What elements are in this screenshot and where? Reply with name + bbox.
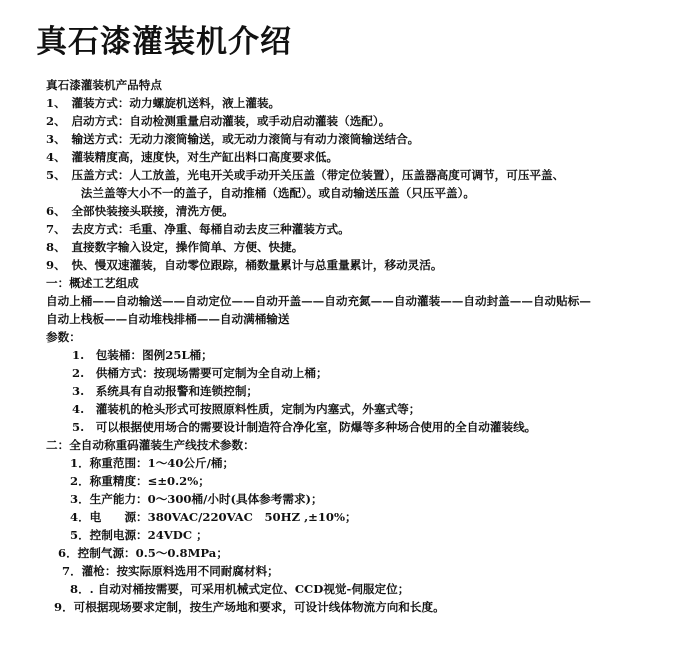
feature-item-3: 3、 输送方式：无动力滚筒输送，或无动力滚筒与有动力滚筒输送结合。 bbox=[46, 132, 420, 146]
section-heading-tech-specs: 二：全自动称重码灌装生产线技术参数： bbox=[46, 438, 255, 452]
process-flow-line-1: 自动上桶——自动输送——自动定位——自动开盖——自动充氮——自动灌装——自动封盖——自动贴标— bbox=[46, 294, 591, 308]
feature-item-7: 7、 去皮方式：毛重、净重、每桶自动去皮三种灌装方式。 bbox=[46, 222, 350, 236]
spec-item-4: 4．电 源：380VAC/220VAC 50HZ ,±10%； bbox=[70, 510, 357, 524]
parameter-item-1: 1. 包装桶：图例25L桶； bbox=[72, 348, 213, 362]
section-heading-process: 一：概述工艺组成 bbox=[46, 276, 139, 290]
section-heading-features: 真石漆灌装机产品特点 bbox=[46, 78, 162, 92]
spec-item-3: 3．生产能力：0～300桶/小时(具体参考需求)； bbox=[70, 492, 323, 506]
page-title: 真石漆灌装机介绍 bbox=[36, 24, 292, 60]
feature-item-5: 5、 压盖方式：人工放盖，光电开关或手动开关压盖（带定位装置），压盖器高度可调节，可压平盖、 bbox=[46, 168, 565, 182]
spec-item-8: 8．. 自动对桶按需要，可采用机械式定位、CCD视觉-伺服定位； bbox=[70, 582, 410, 596]
spec-item-5: 5．控制电源：24VDC ； bbox=[70, 528, 208, 542]
parameter-item-4: 4. 灌装机的枪头形式可按照原料性质，定制为内塞式，外塞式等； bbox=[72, 402, 421, 416]
spec-item-7: 7．灌枪：按实际原料选用不同耐腐材料； bbox=[62, 564, 279, 578]
parameter-item-2: 2. 供桶方式：按现场需要可定制为全自动上桶； bbox=[72, 366, 328, 380]
feature-item-5-continued: 法兰盖等大小不一的盖子，自动推桶（选配）。或自动输送压盖（只压平盖）。 bbox=[46, 186, 475, 200]
parameter-item-3: 3. 系统具有自动报警和连锁控制； bbox=[72, 384, 259, 398]
spec-item-6: 6．控制气源：0.5～0.8MPa； bbox=[58, 546, 228, 560]
spec-item-1: 1．称重范围：1～40公斤/桶； bbox=[70, 456, 235, 470]
feature-item-1: 1、 灌装方式：动力螺旋机送料，液上灌装。 bbox=[46, 96, 281, 110]
feature-item-2: 2、 启动方式：自动检测重量启动灌装，或手动启动灌装（选配）。 bbox=[46, 114, 391, 128]
spec-item-2: 2．称重精度：≤±0.2%； bbox=[70, 474, 210, 488]
spec-item-9: 9．可根据现场要求定制，按生产场地和要求，可设计线体物流方向和长度。 bbox=[54, 600, 445, 614]
feature-item-4: 4、 灌装精度高，速度快，对生产缸出料口高度要求低。 bbox=[46, 150, 339, 164]
feature-item-6: 6、 全部快装接头联接，清洗方便。 bbox=[46, 204, 234, 218]
parameter-item-5: 5. 可以根据使用场合的需要设计制造符合净化室，防爆等多种场合使用的全自动灌装线。 bbox=[72, 420, 537, 434]
process-flow-line-2: 自动上栈板——自动堆栈排桶——自动满桶输送 bbox=[46, 312, 290, 326]
feature-item-8: 8、 直接数字输入设定，操作简单、方便、快捷。 bbox=[46, 240, 304, 254]
section-heading-parameters: 参数： bbox=[46, 330, 81, 344]
feature-item-9: 9、 快、慢双速灌装，自动零位跟踪，桶数量累计与总重量累计，移动灵活。 bbox=[46, 258, 443, 272]
